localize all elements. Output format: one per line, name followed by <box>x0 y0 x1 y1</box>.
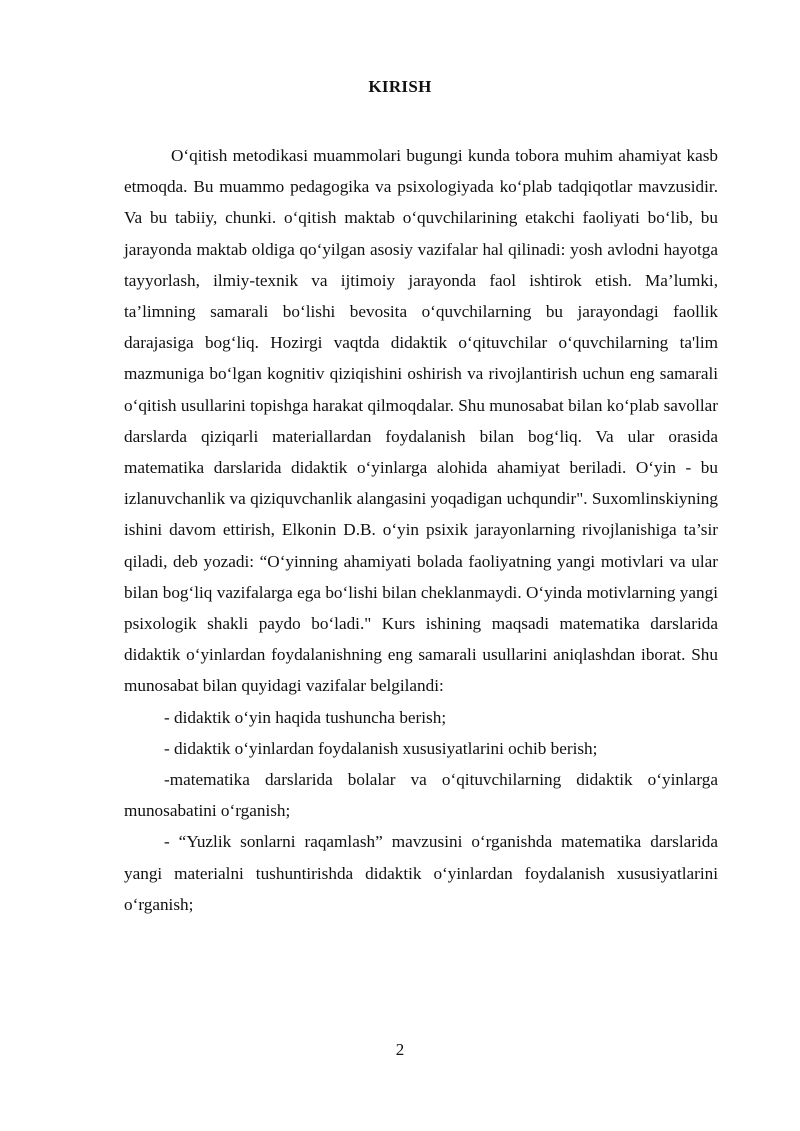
list-item: - “Yuzlik sonlarni raqamlash” mavzusini o‘rganishda matematika darslarida yangi materialni tushuntirishda didaktik o‘yinlardan foydalanish xususiyatlarini o‘rganish; <box>124 832 718 914</box>
list-item: -matematika darslarida bolalar va o‘qituvchilarning didaktik o‘yinlarga munosabatini o‘rganish; <box>124 770 718 821</box>
document-body <box>124 140 718 920</box>
intro-paragraph: O‘qitish metodikasi muammolari bugungi kunda tobora muhim ahamiyat kasb etmoqda. Bu muammo pedagogika va psixologiyada ko‘plab tadqiqotlar mavzusidir. Va bu tabiiy, chunki. o‘qitish maktab o‘quvchilarining etakchi faoliyati bo‘lib, bu jarayonda maktab oldiga qo‘yilgan asosiy vazifalar hal qilinadi: yosh avlodni hayotga tayyorlash, ilmiy-texnik va ijtimoiy jarayonda faol ishtirok etish. Ma’lumki, ta’limning samarali bo‘lishi bevosita o‘quvchilarning bu jarayondagi faollik darajasiga bog‘liq. Hozirgi vaqtda didaktik o‘qituvchilar o‘quvchilarning ta'lim mazmuniga bo‘lgan kognitiv qiziqishini oshirish va rivojlantirish uchun eng samarali o‘qitish usullarini topishga harakat qilmoqdalar. Shu munosabat bilan ko‘plab savollar darslarda qiziqarli materiallardan foydalanish bilan bog‘liq. Va ular orasida matematika darslarida didaktik o‘yinlarga alohida ahamiyat beriladi. O‘yin - bu izlanuvchanlik va qiziquvchanlik alangasini yoqadigan uchqundir". Suxomlinskiyning ishini davom ettirish, Elkonin D.B. o‘yin psixik jarayonlarning rivojlanishiga ta’sir qiladi, deb yozadi: “O‘yinning ahamiyati bolada faoliyatning yangi motivlari va ular bilan bog‘liq vazifalarga ega bo‘lishi bilan cheklanmaydi. O‘yinda motivlarning yangi psixologik shakli paydo bo‘ladi." Kurs ishining maqsadi matematika darslarida didaktik o‘yinlardan foydalanishning eng samarali usullarini aniqlashdan iborat. Shu munosabat bilan quyidagi vazifalar belgilandi: <box>124 146 718 696</box>
page-number: 2 <box>395 1040 405 1059</box>
list-item: - didaktik o‘yinlardan foydalanish xususiyatlarini ochib berish; <box>164 738 598 758</box>
list-item: - didaktik o‘yin haqida tushuncha berish; <box>164 707 447 727</box>
page-title: KIRISH <box>368 77 432 96</box>
